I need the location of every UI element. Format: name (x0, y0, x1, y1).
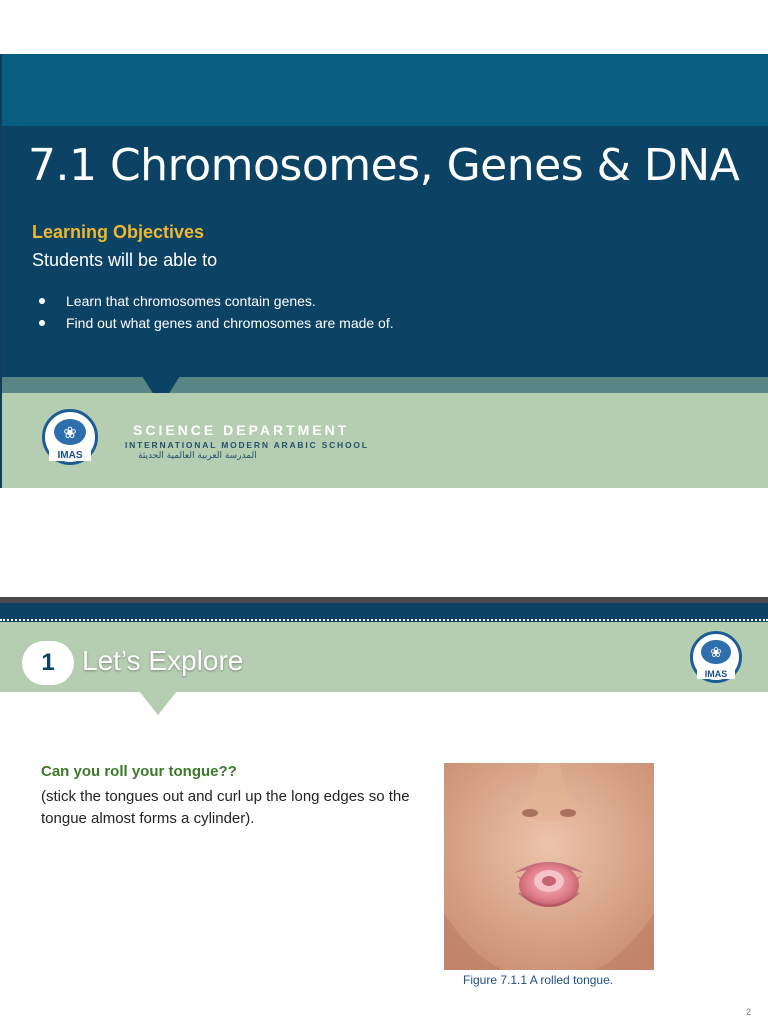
face-illustration (444, 763, 654, 970)
question-instructions: (stick the tongues out and curl up the long edges so the tongue almost forms a cylinder). (41, 788, 410, 827)
question-heading: Can you roll your tongue?? (41, 763, 237, 780)
bullet-icon (39, 298, 45, 304)
learning-objectives-subheading: Students will be able to (32, 250, 218, 270)
header-notch-pointer (139, 691, 177, 715)
header-dotted-line (0, 619, 768, 621)
slide-title (0, 54, 768, 488)
learning-objectives-heading: Learning Objectives (32, 222, 205, 242)
title-top-band (2, 54, 768, 126)
rolled-tongue-photo (444, 763, 654, 970)
slide-explore (0, 597, 768, 1024)
section-number-badge: 1 (22, 641, 74, 685)
imas-logo-icon: ❀ IMAS (690, 631, 742, 683)
slide-title-text: 7.1 Chromosomes, Genes & DNA (28, 140, 740, 191)
imas-logo-icon: ❀ IMAS (42, 409, 98, 465)
page-number: 2 (746, 1007, 752, 1017)
section-title: Let’s Explore (82, 645, 244, 676)
objective-text: Learn that chromosomes contain genes. (66, 293, 316, 309)
school-name: INTERNATIONAL MODERN ARABIC SCHOOL (125, 440, 369, 450)
objectives-list (2, 290, 394, 334)
objective-item (2, 290, 394, 312)
objective-item (2, 312, 394, 334)
figure-caption: Figure 7.1.1 A rolled tongue. (463, 973, 614, 987)
objective-text: Find out what genes and chromosomes are made of. (66, 315, 394, 331)
school-name-arabic: المدرسة العربية العالمية الحديثة (138, 451, 257, 461)
logo-label: IMAS (49, 450, 91, 461)
title-footer (2, 393, 768, 488)
logo-label: IMAS (697, 669, 736, 679)
department-name: SCIENCE DEPARTMENT (133, 422, 350, 438)
bullet-icon (39, 320, 45, 326)
title-divider-band (2, 377, 768, 393)
